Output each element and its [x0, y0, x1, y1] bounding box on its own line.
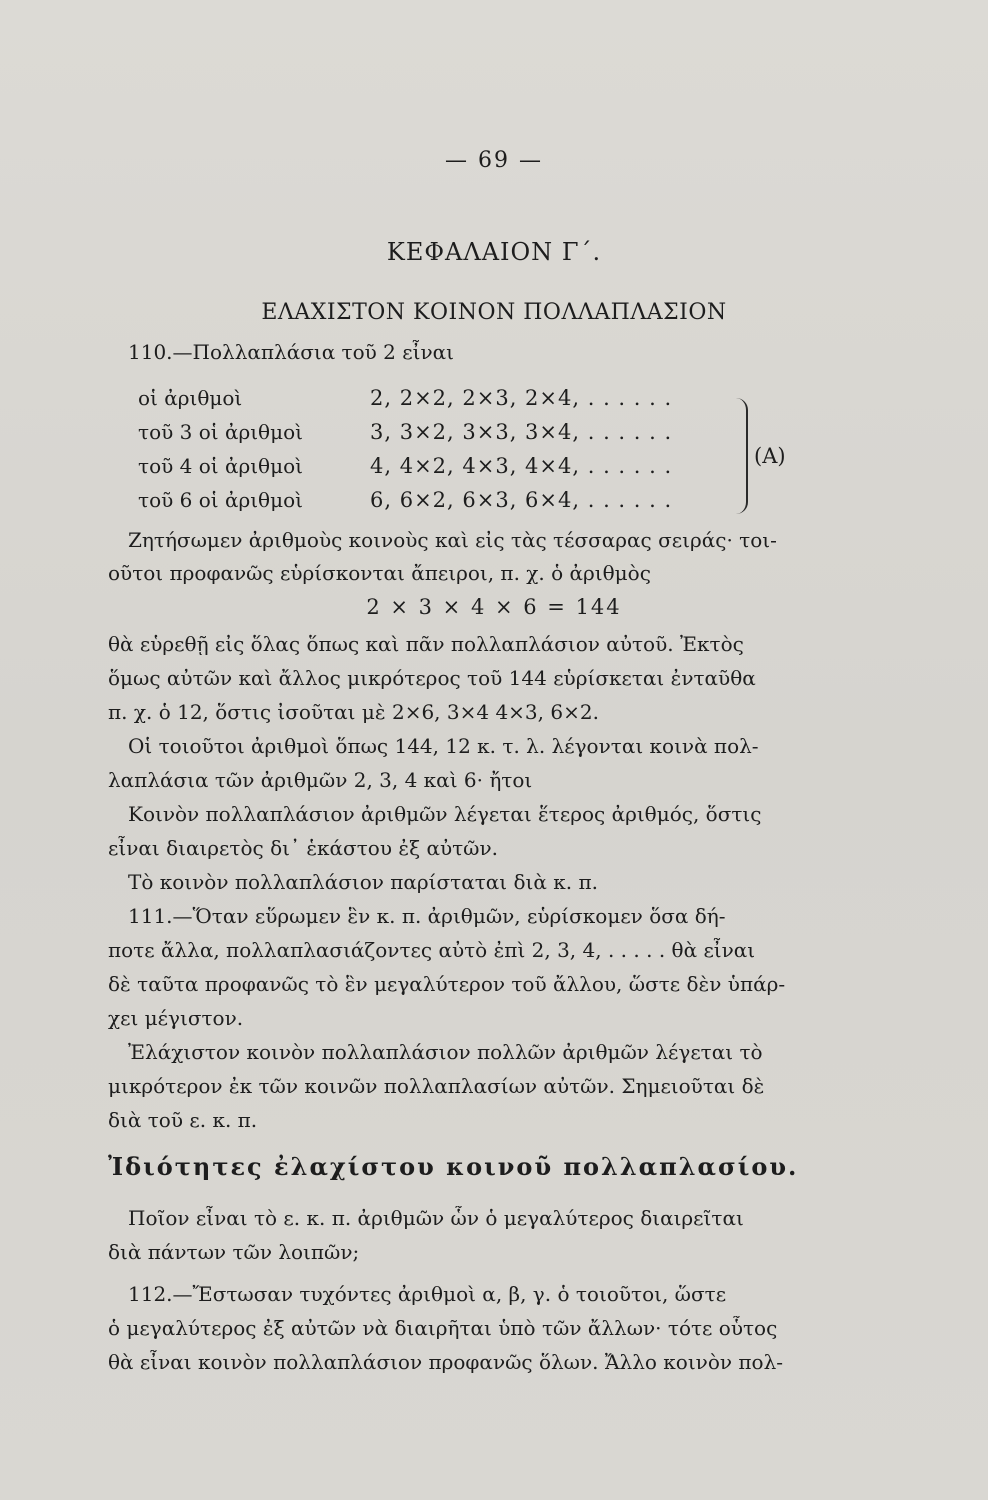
- sub-heading: Ἰδιότητες ἐλαχίστου κοινοῦ πολλαπλασίου.: [108, 1152, 799, 1181]
- text-line: π. χ. ὁ 12, ὅστις ἰσοῦται μὲ 2×6, 3×4 4×3, 6×2.: [108, 700, 599, 724]
- text-line: Τὸ κοινὸν πολλαπλάσιον παρίσταται διὰ κ. π.: [128, 870, 598, 894]
- table-row-values: 6, 6×2, 6×3, 6×4, . . . . . .: [370, 488, 673, 512]
- equation: 2 × 3 × 4 × 6 = 144: [366, 595, 622, 619]
- text-line: οῦτοι προφανῶς εὑρίσκονται ἄπειροι, π. χ. ὁ ἀριθμὸς: [108, 561, 651, 585]
- text-line: δὲ ταῦτα προφανῶς τὸ ἓν μεγαλύτερον τοῦ ἄλλου, ὥστε δὲν ὑπάρ-: [108, 972, 786, 996]
- paragraph-111: 111.—Ὅταν εὕρωμεν ἓν κ. π. ἀριθμῶν, εὑρίσκομεν ὅσα δή-: [128, 904, 726, 928]
- table-brace: [728, 398, 748, 514]
- definition-line: Ἐλάχιστον κοινὸν πολλαπλάσιον πολλῶν ἀριθμῶν λέγεται τὸ: [128, 1040, 763, 1064]
- paragraph-110-intro: 110.—Πολλαπλάσια τοῦ 2 εἶναι: [128, 340, 454, 364]
- text-line: ποτε ἄλλα, πολλαπλασιάζοντες αὐτὸ ἐπὶ 2, 3, 4, . . . . . θὰ εἶναι: [108, 938, 756, 962]
- question-line: Ποῖον εἶναι τὸ ε. κ. π. ἀριθμῶν ὧν ὁ μεγαλύτερος διαιρεῖται: [128, 1206, 744, 1230]
- table-row-values: 3, 3×2, 3×3, 3×4, . . . . . .: [370, 420, 673, 444]
- page-number: — 69 —: [445, 148, 543, 173]
- definition-line: διὰ τοῦ ε. κ. π.: [108, 1108, 258, 1132]
- table-row-label: οἱ ἀριθμοὶ: [138, 386, 243, 410]
- table-tag: (Α): [754, 444, 786, 468]
- chapter-title: ΚΕΦΑΛΑΙΟΝ Γ΄.: [386, 238, 602, 266]
- text-line: ὁ μεγαλύτερος ἐξ αὐτῶν νὰ διαιρῆται ὑπὸ τῶν ἄλλων· τότε οὗτος: [108, 1316, 778, 1340]
- table-row-label: τοῦ 3 οἱ ἀριθμοὶ: [138, 420, 303, 444]
- paragraph-112: 112.—Ἔστωσαν τυχόντες ἀριθμοὶ α, β, γ. ὁ τοιοῦτοι, ὥστε: [128, 1282, 727, 1306]
- definition-line: μικρότερον ἐκ τῶν κοινῶν πολλαπλασίων αὐτῶν. Σημειοῦται δὲ: [108, 1074, 765, 1098]
- text-line: λαπλάσια τῶν ἀριθμῶν 2, 3, 4 καὶ 6· ἤτοι: [108, 768, 533, 792]
- section-title: ΕΛΑΧΙΣΤΟΝ ΚΟΙΝΟΝ ΠΟΛΛΑΠΛΑΣΙΟΝ: [261, 300, 727, 325]
- text-line: θὰ εἶναι κοινὸν πολλαπλάσιον προφανῶς ὅλων. Ἄλλο κοινὸν πολ-: [108, 1350, 784, 1374]
- text-line: Οἱ τοιοῦτοι ἀριθμοὶ ὅπως 144, 12 κ. τ. λ. λέγονται κοινὰ πολ-: [128, 734, 759, 758]
- text-line: εἶναι διαιρετὸς δι᾽ ἑκάστου ἐξ αὐτῶν.: [108, 836, 498, 860]
- text-line: χει μέγιστον.: [108, 1006, 244, 1030]
- text-line: θὰ εὑρεθῇ εἰς ὅλας ὅπως καὶ πᾶν πολλαπλάσιον αὐτοῦ. Ἐκτὸς: [108, 632, 744, 656]
- text-line: Κοινὸν πολλαπλάσιον ἀριθμῶν λέγεται ἕτερος ἀριθμός, ὅστις: [128, 802, 762, 826]
- table-row-values: 4, 4×2, 4×3, 4×4, . . . . . .: [370, 454, 673, 478]
- text-line: Ζητήσωμεν ἀριθμοὺς κοινοὺς καὶ εἰς τὰς τέσσαρας σειράς· τοι-: [128, 528, 777, 552]
- table-row-label: τοῦ 4 οἱ ἀριθμοὶ: [138, 454, 303, 478]
- text-line: ὅμως αὐτῶν καὶ ἄλλος μικρότερος τοῦ 144 εὑρίσκεται ἐνταῦθα: [108, 666, 756, 690]
- table-row-label: τοῦ 6 οἱ ἀριθμοὶ: [138, 488, 303, 512]
- question-line: διὰ πάντων τῶν λοιπῶν;: [108, 1240, 360, 1264]
- table-row-values: 2, 2×2, 2×3, 2×4, . . . . . .: [370, 386, 673, 410]
